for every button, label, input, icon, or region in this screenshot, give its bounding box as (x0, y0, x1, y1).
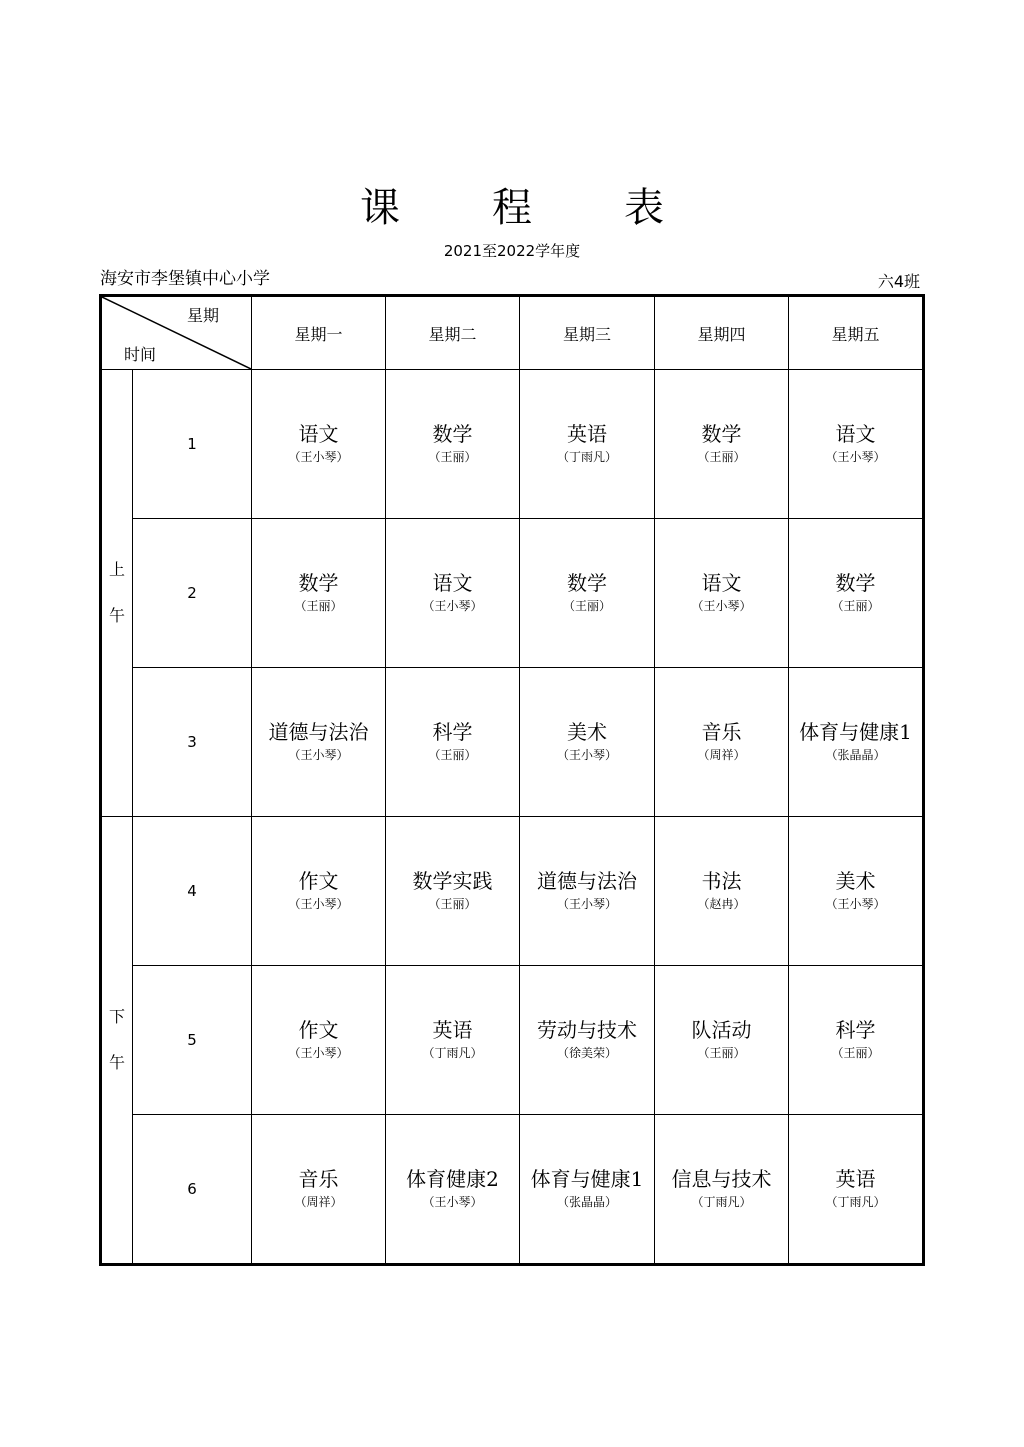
teacher-name: （王小琴） (288, 897, 349, 911)
subject-name: 科学 (835, 1018, 876, 1042)
lesson-cell (655, 1115, 789, 1265)
teacher-name: （张晶晶） (825, 748, 886, 762)
school-name: 海安市李堡镇中心小学 (100, 269, 270, 289)
teacher-name: （王小琴） (691, 599, 752, 613)
class-name: 六4班 (877, 272, 920, 291)
subject-name: 语文 (701, 571, 742, 595)
day-header: 星期一 (252, 296, 386, 370)
school-year: 2021至2022学年度 (443, 242, 581, 260)
lesson-cell (252, 1115, 386, 1265)
teacher-name: （王小琴） (422, 1195, 483, 1209)
table-row (101, 1115, 924, 1265)
morning-label: 上 午 (101, 370, 133, 817)
subject-name: 美术 (567, 720, 607, 744)
teacher-name: （王丽） (294, 599, 343, 613)
subject-name: 语文 (432, 571, 473, 595)
teacher-name: （王丽） (428, 450, 477, 464)
corner-time-label: 时间 (124, 345, 157, 364)
subject-name: 英语 (432, 1018, 473, 1042)
subject-name: 体育健康2 (406, 1167, 499, 1191)
subject-name: 英语 (835, 1167, 876, 1191)
lesson-cell (655, 817, 789, 966)
lesson-cell (252, 668, 386, 817)
afternoon-label: 下 午 (101, 817, 133, 1265)
teacher-name: （王小琴） (556, 897, 617, 911)
teacher-name: （丁雨凡） (422, 1046, 483, 1060)
period-number: 2 (133, 519, 252, 668)
day-header: 星期四 (655, 296, 789, 370)
lesson-cell (520, 370, 655, 519)
lesson-cell (252, 966, 386, 1115)
lesson-cell (789, 817, 924, 966)
lesson-cell (386, 966, 520, 1115)
title-char: 程 (492, 185, 532, 231)
day-header: 星期二 (386, 296, 520, 370)
subject-name: 书法 (701, 869, 742, 893)
lesson-cell (520, 519, 655, 668)
teacher-name: （徐美荣） (556, 1046, 617, 1060)
lesson-cell (655, 519, 789, 668)
lesson-cell (252, 817, 386, 966)
table-row (101, 966, 924, 1115)
corner-cell (101, 296, 252, 370)
lesson-cell (789, 1115, 924, 1265)
subject-name: 作文 (298, 869, 339, 893)
lesson-cell (252, 370, 386, 519)
teacher-name: （王丽） (831, 599, 880, 613)
teacher-name: （王丽） (428, 748, 477, 762)
table-row (101, 668, 924, 817)
teacher-name: （王小琴） (825, 897, 886, 911)
teacher-name: （周祥） (294, 1195, 343, 1209)
teacher-name: （王小琴） (825, 450, 886, 464)
teacher-name: （周祥） (697, 748, 746, 762)
lesson-cell (386, 519, 520, 668)
teacher-name: （王小琴） (556, 748, 617, 762)
subject-name: 语文 (298, 422, 339, 446)
subject-name: 体育与健康1 (799, 720, 912, 744)
subject-name: 数学 (298, 571, 339, 595)
subject-name: 劳动与技术 (537, 1018, 637, 1042)
subject-name: 道德与法治 (537, 869, 637, 893)
subject-name: 体育与健康1 (530, 1167, 644, 1191)
lesson-cell (386, 1115, 520, 1265)
subject-name: 音乐 (298, 1167, 339, 1191)
subject-name: 作文 (298, 1018, 339, 1042)
lesson-cell (520, 966, 655, 1115)
table-row (101, 817, 924, 966)
lesson-cell (386, 668, 520, 817)
period-number: 3 (133, 668, 252, 817)
teacher-name: （丁雨凡） (825, 1195, 886, 1209)
subject-name: 数学 (835, 571, 876, 595)
lesson-cell (789, 519, 924, 668)
table-row (101, 370, 924, 519)
subject-name: 音乐 (701, 720, 742, 744)
subject-name: 队活动 (691, 1018, 752, 1042)
corner-week-label: 星期 (186, 306, 219, 325)
lesson-cell (520, 1115, 655, 1265)
table-row (101, 519, 924, 668)
teacher-name: （王丽） (697, 1046, 746, 1060)
teacher-name: （赵冉） (697, 897, 746, 911)
teacher-name: （王小琴） (422, 599, 483, 613)
subject-name: 信息与技术 (671, 1167, 772, 1191)
subject-name: 语文 (835, 422, 876, 446)
teacher-name: （王小琴） (288, 450, 349, 464)
subject-name: 道德与法治 (268, 720, 369, 744)
subject-name: 数学实践 (412, 869, 493, 893)
subject-name: 科学 (432, 720, 473, 744)
lesson-cell (386, 370, 520, 519)
subject-name: 数学 (432, 422, 473, 446)
teacher-name: （张晶晶） (556, 1195, 617, 1209)
teacher-name: （王小琴） (288, 748, 349, 762)
lesson-cell (789, 370, 924, 519)
period-number: 5 (133, 966, 252, 1115)
period-number: 4 (133, 817, 252, 966)
title-char: 表 (624, 185, 664, 231)
title-char: 课 (360, 185, 400, 231)
subject-name: 数学 (701, 422, 742, 446)
teacher-name: （王丽） (562, 599, 611, 613)
lesson-cell (789, 966, 924, 1115)
subject-name: 数学 (567, 571, 607, 595)
subject-name: 英语 (567, 422, 607, 446)
lesson-cell (252, 519, 386, 668)
teacher-name: （丁雨凡） (556, 450, 617, 464)
page-title (0, 178, 1024, 238)
teacher-name: （王小琴） (288, 1046, 349, 1060)
lesson-cell (655, 966, 789, 1115)
lesson-cell (655, 370, 789, 519)
period-number: 6 (133, 1115, 252, 1265)
day-header: 星期五 (789, 296, 924, 370)
lesson-cell (520, 668, 655, 817)
subject-name: 美术 (835, 869, 876, 893)
timetable (99, 294, 925, 1266)
teacher-name: （王丽） (831, 1046, 880, 1060)
lesson-cell (655, 668, 789, 817)
teacher-name: （王丽） (428, 897, 477, 911)
day-header: 星期三 (520, 296, 655, 370)
teacher-name: （丁雨凡） (691, 1195, 752, 1209)
lesson-cell (789, 668, 924, 817)
teacher-name: （王丽） (697, 450, 746, 464)
header-row (101, 296, 924, 370)
period-number: 1 (133, 370, 252, 519)
lesson-cell (386, 817, 520, 966)
lesson-cell (520, 817, 655, 966)
